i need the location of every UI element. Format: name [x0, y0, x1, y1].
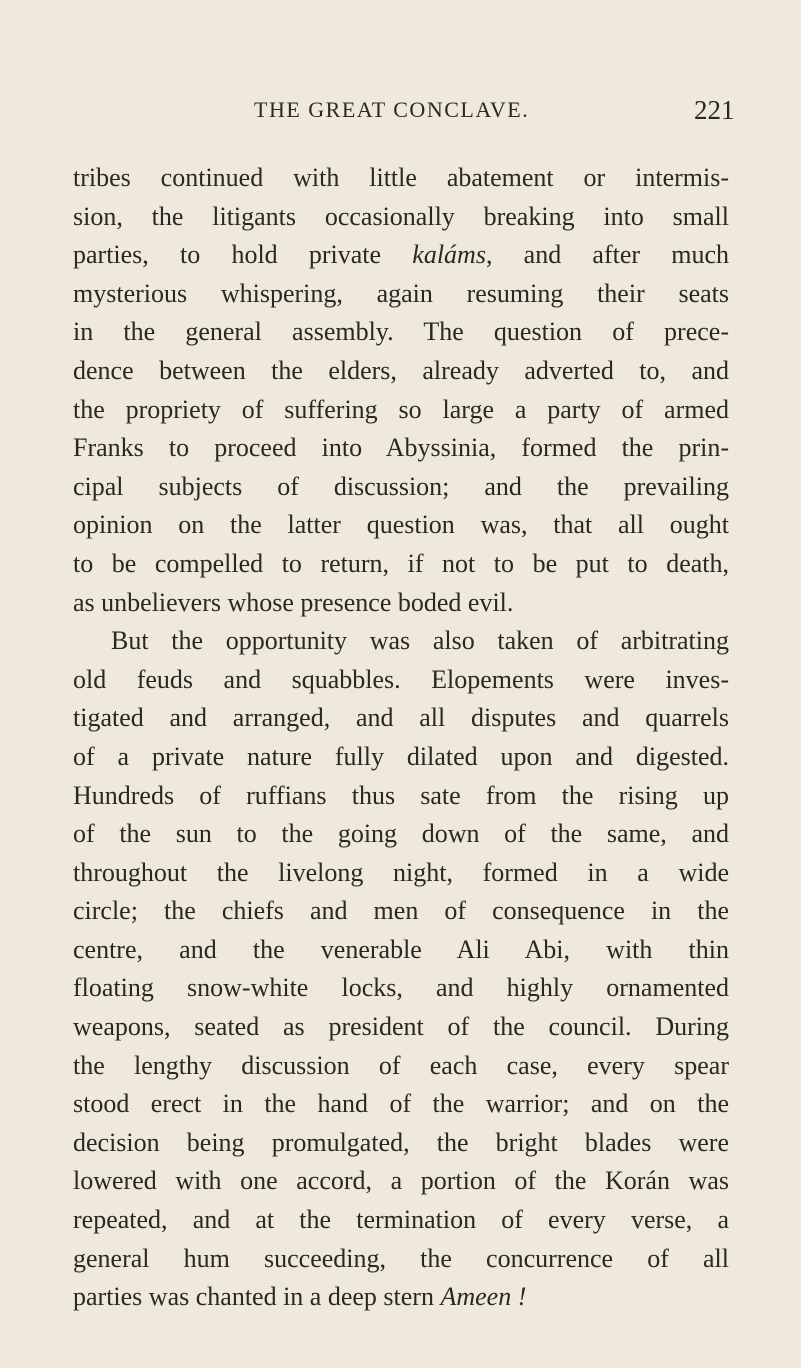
text-line [73, 699, 729, 738]
text-line [73, 1201, 729, 1240]
italic-text: kaláms [412, 240, 486, 270]
text-segment: weapons, seated as president of the council. During [73, 1012, 729, 1042]
text-segment: mysterious whispering, again resuming their seats [73, 278, 729, 308]
text-line [73, 1278, 729, 1317]
text-line [73, 506, 729, 545]
text-line [73, 661, 729, 700]
text-line [73, 1047, 729, 1086]
text-segment: , and after much [485, 240, 729, 270]
text-segment: stood erect in the hand of the warrior; and on the [73, 1089, 729, 1119]
text-segment: as unbelievers whose presence boded evil. [73, 587, 514, 617]
text-segment: decision being promulgated, the bright blades were [73, 1127, 729, 1157]
text-segment: floating snow-white locks, and highly ornamented [73, 973, 729, 1003]
text-segment: of the sun to the going down of the same, and [73, 819, 729, 849]
text-segment: parties was chanted in a deep stern [73, 1282, 441, 1312]
text-line [73, 545, 729, 584]
text-line [73, 313, 729, 352]
text-segment: sion, the litigants occasionally breaking into small [73, 201, 729, 231]
text-segment: lowered with one accord, a portion of the Korán was [73, 1166, 729, 1196]
text-segment: But the opportunity was also taken of arbitrating [111, 626, 729, 656]
text-line [73, 931, 729, 970]
text-line [73, 468, 729, 507]
text-segment: the propriety of suffering so large a party of armed [73, 394, 729, 424]
text-segment: Franks to proceed into Abyssinia, formed the prin- [73, 433, 729, 463]
text-line [73, 854, 729, 893]
text-segment: cipal subjects of discussion; and the prevailing [73, 471, 729, 501]
text-line [73, 815, 729, 854]
text-segment: in the general assembly. The question of prece- [73, 317, 729, 347]
text-segment: centre, and the venerable Ali Abi, with thin [73, 934, 729, 964]
text-line [73, 198, 729, 237]
text-segment: general hum succeeding, the concurrence of all [73, 1243, 729, 1273]
text-segment: Hundreds of ruffians thus sate from the rising up [73, 780, 729, 810]
page-number: 221 [694, 95, 735, 125]
text-line [73, 1240, 729, 1279]
text-segment: old feuds and squabbles. Elopements were inves- [73, 664, 729, 694]
text-line [73, 584, 729, 623]
text-segment: dence between the elders, already adverted to, and [73, 355, 729, 385]
text-line [73, 1085, 729, 1124]
body-text [73, 159, 729, 1317]
text-line [73, 738, 729, 777]
text-segment: repeated, and at the termination of every verse, a [73, 1205, 729, 1235]
text-segment: to be compelled to return, if not to be put to death, [73, 548, 729, 578]
text-segment: of a private nature fully dilated upon and digested. [73, 741, 729, 771]
italic-text: Ameen ! [440, 1282, 527, 1312]
text-segment: opinion on the latter question was, that all ought [73, 510, 729, 540]
text-segment: parties, to hold private [73, 240, 413, 270]
text-line [73, 777, 729, 816]
text-segment: the lengthy discussion of each case, every spear [73, 1050, 729, 1080]
text-segment: tribes continued with little abatement or intermis- [73, 163, 729, 192]
text-line [73, 275, 729, 314]
text-line [73, 236, 729, 275]
text-line [73, 622, 729, 661]
text-segment: throughout the livelong night, formed in a wide [73, 857, 729, 887]
text-segment: circle; the chiefs and men of consequence in the [73, 896, 729, 926]
text-line [73, 429, 729, 468]
text-segment: tigated and arranged, and all disputes and quarrels [73, 703, 729, 733]
text-line [73, 352, 729, 391]
text-line [73, 1124, 729, 1163]
running-title: THE GREAT CONCLAVE. [254, 97, 530, 122]
text-line [73, 969, 729, 1008]
text-line [73, 892, 729, 931]
running-head [0, 90, 801, 130]
text-line [73, 159, 729, 198]
text-line [73, 1162, 729, 1201]
text-line [73, 391, 729, 430]
text-line [73, 1008, 729, 1047]
